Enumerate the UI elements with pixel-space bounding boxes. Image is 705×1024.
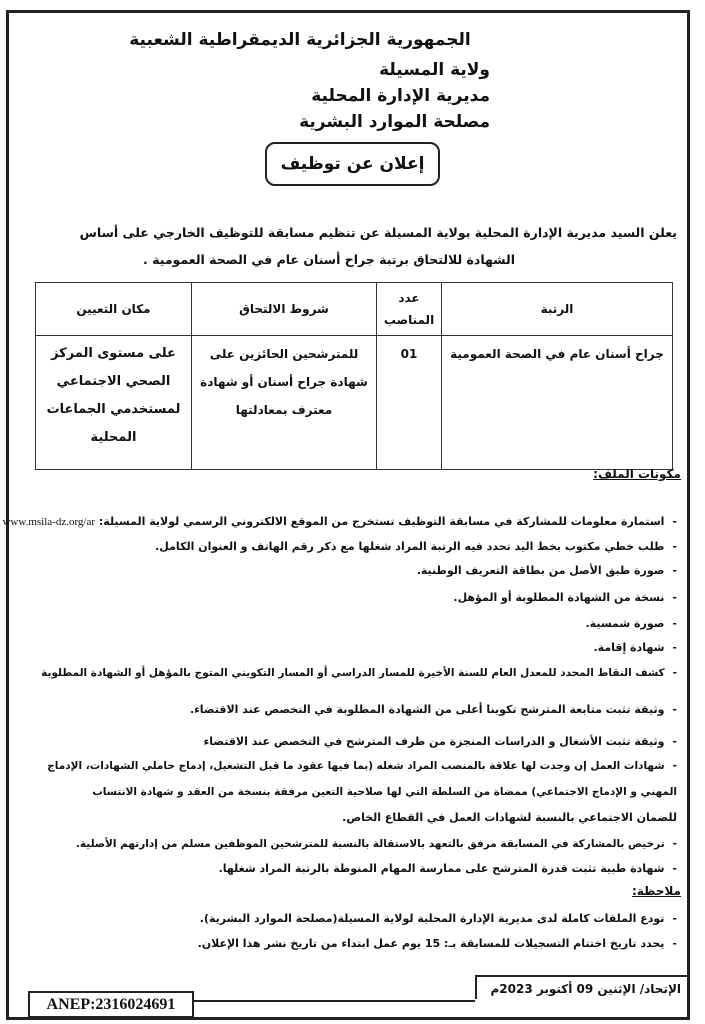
notes-title: ملاحظة: <box>632 884 681 898</box>
file-section-title: مكونات الملف: <box>593 467 681 481</box>
announcement-title: إعلان عن توظيف <box>265 142 440 186</box>
directorate-heading: مديرية الإدارة المحلية <box>311 86 490 106</box>
list-item: -نسخة من الشهادة المطلوبة أو المؤهل. <box>453 591 677 604</box>
wilaya-heading: ولاية المسيلة <box>379 60 490 80</box>
header-place: مكان التعيين <box>36 283 192 336</box>
cell-conditions: للمترشحين الحائزين على شهادة جراح أسنان أو شهادة معترف بمعادلتها <box>192 336 377 470</box>
note-item: -تودع الملفات كاملة لدى مديرية الإدارة المحلية لولاية المسيلة(مصلحة الموارد البشرية). <box>199 912 677 925</box>
table-header-row <box>36 283 673 336</box>
list-item: -صورة شمسية. <box>585 617 677 630</box>
list-item: -استمارة معلومات للمشاركة في مسابقة التوظيف تستخرج من الموقع الالكتروني الرسمي لولاية المسيلة: www.msila-dz.org/ar <box>2 515 677 528</box>
cell-count: 01 <box>377 336 442 470</box>
intro-line-1: يعلن السيد مديرية الإدارة المحلية بولاية المسيلة عن تنظيم مسابقة للتوظيف الخارجي على أساس <box>79 225 677 240</box>
list-item: -ترخيص بالمشاركة في المسابقة مرفق بالتعهد بالاستقالة بالنسبة للمترشحين الموظفين مسلم من إدارتهم الأصلية. <box>75 838 677 850</box>
header-conditions: شروط الالتحاق <box>192 283 377 336</box>
list-item: -وثيقة تثبت متابعة المترشح تكوينا أعلى من الشهادة المطلوبة في التخصص عند الاقتضاء. <box>189 703 677 716</box>
list-item: -شهادة طبية تثبت قدرة المترشح على ممارسة المهام المنوطة بالرتبة المراد شغلها. <box>218 862 677 875</box>
cell-place: على مستوى المركز الصحي الاجتماعي لمستخدمي الجماعات المحلية <box>36 336 192 470</box>
header-count: عدد المناصب <box>377 283 442 336</box>
list-item: -كشف النقاط المحدد للمعدل العام للسنة الأخيرة للمسار الدراسي أو المسار التكويني المتوج بالمؤهل أو الشهادة المطلوبة <box>41 667 677 679</box>
list-item: -طلب خطي مكتوب بخط اليد تحدد فيه الرتبة المراد شغلها مع ذكر رقم الهاتف و العنوان الكامل. <box>155 540 677 553</box>
list-item: -صورة طبق الأصل من بطاقة التعريف الوطنية. <box>416 564 677 577</box>
footer-divider <box>194 1000 475 1002</box>
website-link[interactable]: www.msila-dz.org/ar <box>2 516 96 528</box>
publication-date: الإتحاد/ الإثنين 09 أكتوبر 2023م <box>475 975 689 999</box>
list-item: -شهادة إقامة. <box>593 641 677 654</box>
table-row <box>36 336 673 470</box>
note-item: -يحدد تاريخ اختتام التسجيلات للمسابقة بـ: 15 يوم عمل ابتداء من تاريخ نشر هذا الإعلان. <box>197 937 677 950</box>
cell-rank: جراح أسنان عام في الصحة العمومية <box>442 336 673 470</box>
intro-line-2: الشهادة للالتحاق برتبة جراح أسنان عام في الصحة العمومية . <box>143 252 515 267</box>
list-item: -شهادات العمل إن وجدت لها علاقة بالمنصب المراد شغله (بما فيها عقود ما قبل التشغيل، إدماج حاملي الشهادات، الإدماج <box>47 760 677 772</box>
list-item-continuation: المهني و الإدماج الاجتماعي) ممضاة من السلطة التي لها صلاحية التعين مرفقة بنسخة من العقد و شهادة الانتساب <box>92 786 677 798</box>
header-rank: الرتبة <box>442 283 673 336</box>
service-heading: مصلحة الموارد البشرية <box>299 112 490 132</box>
republic-heading: الجمهورية الجزائرية الديمقراطية الشعبية <box>129 30 471 50</box>
anep-reference: ANEP:2316024691 <box>28 991 194 1018</box>
positions-table <box>35 282 673 470</box>
list-item: -وثيقة تثبت الأشغال و الدراسات المنجزة من طرف المترشح في التخصص عند الاقتضاء <box>203 735 677 748</box>
list-item-continuation: للضمان الاجتماعي بالنسبة لشهادات العمل في القطاع الخاص. <box>342 811 677 824</box>
